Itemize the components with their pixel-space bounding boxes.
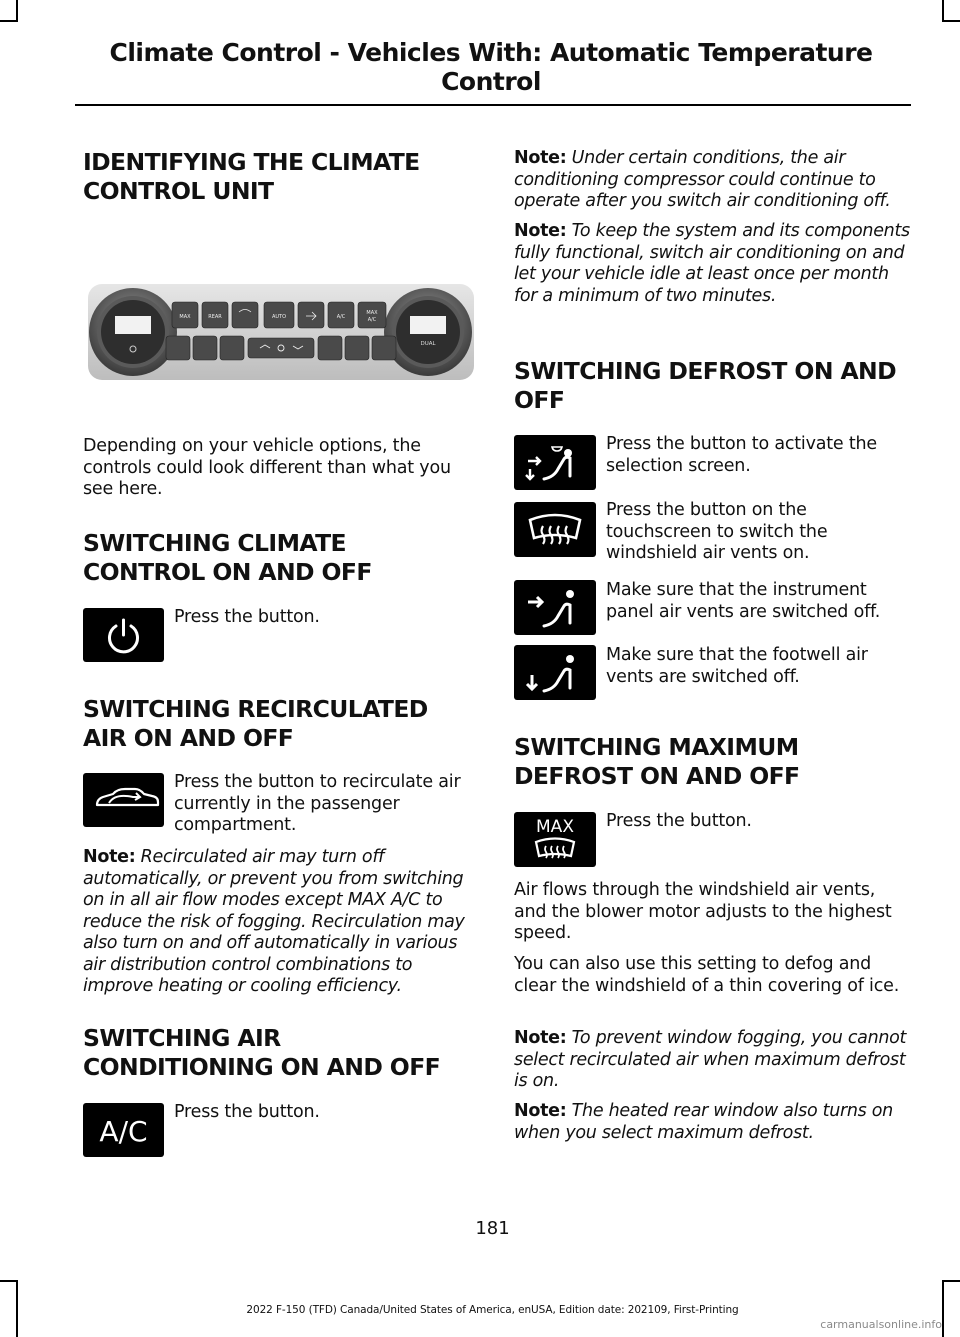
- air-distribution-icon-box: [514, 435, 596, 490]
- windshield-defrost-icon: [514, 502, 596, 557]
- panel-max-ac-label: A/C: [367, 317, 377, 323]
- page-number: 181: [475, 1218, 510, 1239]
- power-icon: [83, 608, 164, 662]
- crop-mark: [942, 20, 960, 22]
- header-rule: [75, 104, 911, 106]
- max-defrost-icon: [514, 812, 596, 867]
- panel-ac-label: A/C: [336, 314, 346, 320]
- recirc-text: Press the button to recirculate air currently in the passenger compartment.: [174, 772, 461, 835]
- defrost-step-3: Make sure that the instrument panel air vents are switched off.: [606, 580, 881, 622]
- heading-identify: IDENTIFYING THE CLIMATE CONTROL UNIT: [83, 148, 420, 205]
- max-defrost-note-2: Note: The heated rear window also turns on when you select maximum defrost.: [514, 1101, 893, 1143]
- recirculation-icon: [83, 773, 164, 827]
- crop-mark: [942, 1280, 960, 1282]
- ac-text: Press the button.: [174, 1102, 320, 1122]
- crop-mark: [0, 1280, 18, 1282]
- heading-max-defrost: SWITCHING MAXIMUM DEFROST ON AND OFF: [514, 733, 800, 790]
- ac-note-1: Note: Under certain conditions, the air conditioning compressor could continue to operate after you switch air conditioning off.: [514, 148, 891, 211]
- max-defrost-text: Press the button.: [606, 811, 752, 831]
- svg-text:A/C: A/C: [99, 1115, 148, 1148]
- panel-auto-label: AUTO: [271, 314, 287, 320]
- recirc-note: Note: Recirculated air may turn off automatically, or prevent you from switching on in all air flow modes except MAX A/C to reduce the risk of fogging. Recirculation may also turn on and off automatically in various air distribution control combinations to improve heating or cooling efficiency.: [83, 847, 465, 996]
- defrost-step-2: Press the button on the touchscreen to switch the windshield air vents on.: [606, 500, 828, 563]
- edition-info: 2022 F-150 (TFD) Canada/United States of America, enUSA, Edition date: 202109, First-Printing: [246, 1304, 739, 1316]
- ac-icon-box: [83, 1103, 164, 1157]
- ac-note-2: Note: To keep the system and its components fully functional, switch air conditioning on and let your vehicle idle at least once per month for a minimum of two minutes.: [514, 221, 910, 306]
- svg-text:MAX: MAX: [536, 817, 574, 837]
- identify-body: Depending on your vehicle options, the controls could look different than what you see here.: [83, 436, 451, 499]
- max-defrost-body-1: Air flows through the windshield air vents, and the blower motor adjusts to the highest speed.: [514, 880, 892, 943]
- crop-mark: [942, 0, 944, 22]
- defrost-step-1: Press the button to activate the selection screen.: [606, 434, 877, 476]
- panel-vent-icon-box: [514, 580, 596, 635]
- air-distribution-icon: [514, 435, 596, 490]
- onoff-text: Press the button.: [174, 607, 320, 627]
- panel-vent-icon: [514, 580, 596, 635]
- panel-rear-label: REAR: [208, 314, 222, 320]
- heading-ac: SWITCHING AIR CONDITIONING ON AND OFF: [83, 1024, 441, 1081]
- footwell-vent-icon: [514, 645, 596, 700]
- heading-recirc: SWITCHING RECIRCULATED AIR ON AND OFF: [83, 695, 428, 752]
- ac-icon: [83, 1103, 164, 1157]
- dual-label: DUAL: [420, 341, 436, 347]
- defrost-step-4: Make sure that the footwell air vents are switched off.: [606, 645, 868, 687]
- panel-max-label: MAX: [179, 314, 191, 320]
- power-button-icon-box: [83, 608, 164, 662]
- recirculation-icon-box: [83, 773, 164, 827]
- climate-control-panel-illustration: [88, 282, 474, 382]
- watermark: carmanualsonline.info: [820, 1318, 942, 1331]
- max-defrost-icon-box: [514, 812, 596, 867]
- footwell-vent-icon-box: [514, 645, 596, 700]
- page-header-title: Climate Control - Vehicles With: Automatic Temperature Control: [109, 38, 873, 96]
- max-defrost-body-2: You can also use this setting to defog and clear the windshield of a thin covering of ice.: [514, 954, 900, 996]
- windshield-defrost-icon-box: [514, 502, 596, 557]
- heading-defrost: SWITCHING DEFROST ON AND OFF: [514, 357, 897, 414]
- crop-mark: [0, 20, 18, 22]
- crop-mark: [16, 0, 18, 22]
- heading-climate-onoff: SWITCHING CLIMATE CONTROL ON AND OFF: [83, 529, 372, 586]
- max-defrost-note-1: Note: To prevent window fogging, you cannot select recirculated air when maximum defrost is on.: [514, 1028, 907, 1091]
- panel-max-top-label: MAX: [366, 310, 378, 316]
